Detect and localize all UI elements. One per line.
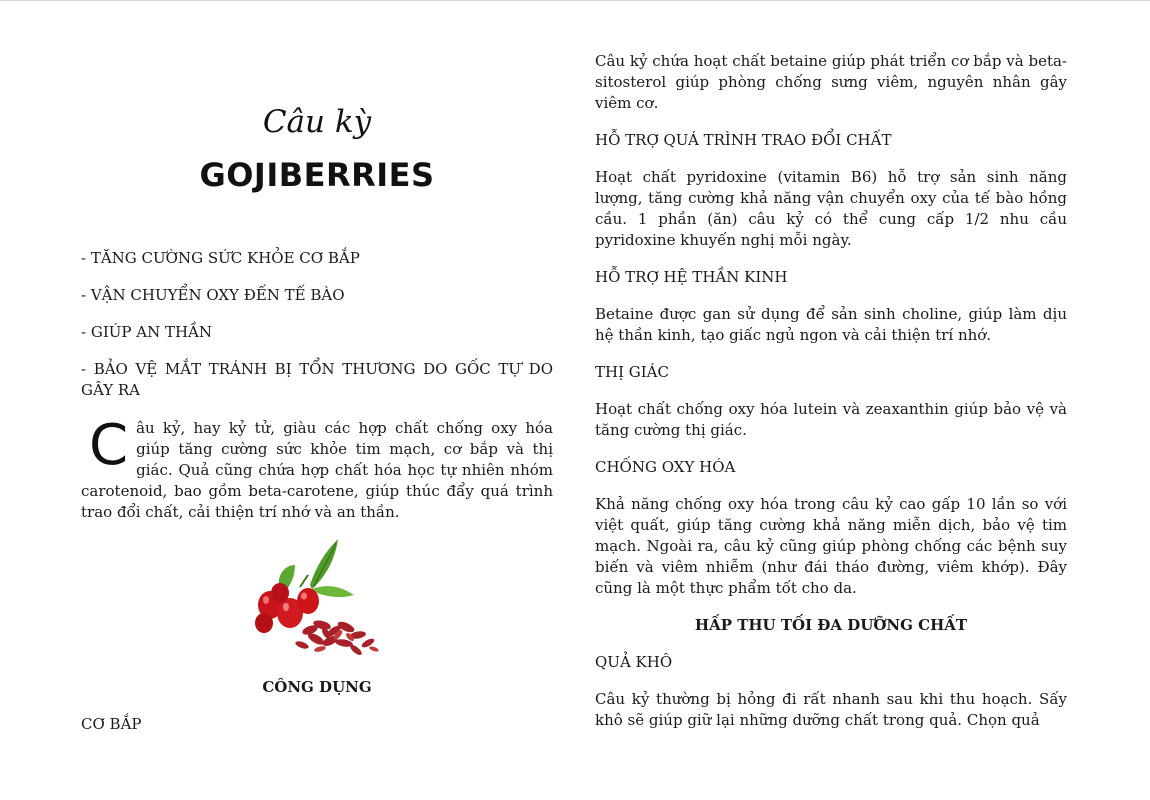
paragraph: Khả năng chống oxy hóa trong câu kỷ cao gấp 10 lần so với việt quất, giúp tăng cường khả năng miễn dịch, bảo vệ tim mạch. Ngoài ra, câu kỷ cũng giúp phòng chống các bệnh suy biến và viêm nhiễm (như đái tháo đường, viêm khớp). Đây cũng là một thực phẩm tốt cho da. bbox=[595, 495, 1067, 597]
benefit-item: - TĂNG CƯỜNG SỨC KHỎE CƠ BẮP bbox=[81, 249, 360, 267]
title-english: GOJIBERRIES bbox=[199, 156, 435, 194]
intro-text: âu kỷ, hay kỷ tử, giàu các hợp chất chống oxy hóa giúp tăng cường sức khỏe tim mạch, cơ bắp và thị giác. Quả cũng chứa hợp chất hóa học tự nhiên nhóm carotenoid, bao gồm beta-carotene, giúp thúc đẩy quá trình trao đổi chất, cải thiện trí nhớ và an thần. bbox=[81, 419, 553, 521]
sub-heading: HỖ TRỢ HỆ THẦN KINH bbox=[595, 268, 788, 286]
paragraph: Hoạt chất pyridoxine (vitamin B6) hỗ trợ sản sinh năng lượng, tăng cường khả năng vận chuyển oxy của tế bào hồng cầu. 1 phần (ăn) câu kỷ có thể cung cấp 1/2 nhu cầu pyridoxine khuyến nghị mỗi ngày. bbox=[595, 168, 1067, 249]
benefit-item: - VẬN CHUYỂN OXY ĐẾN TẾ BÀO bbox=[81, 286, 345, 304]
goji-berries-illustration bbox=[250, 535, 390, 660]
drop-cap: C bbox=[89, 413, 129, 478]
sub-heading: CƠ BẮP bbox=[81, 715, 142, 733]
paragraph: Câu kỷ thường bị hỏng đi rất nhanh sau khi thu hoạch. Sấy khô sẽ giúp giữ lại những dưỡng chất trong quả. Chọn quả bbox=[595, 690, 1067, 729]
title-vietnamese: Câu kỳ bbox=[262, 104, 372, 140]
paragraph: Hoạt chất chống oxy hóa lutein và zeaxanthin giúp bảo vệ và tăng cường thị giác. bbox=[595, 400, 1067, 439]
sub-heading: QUẢ KHÔ bbox=[595, 653, 673, 671]
section-heading: HẤP THU TỐI ĐA DƯỠNG CHẤT bbox=[694, 616, 968, 634]
sub-heading: HỖ TRỢ QUÁ TRÌNH TRAO ĐỔI CHẤT bbox=[595, 131, 892, 149]
intro-paragraph bbox=[81, 413, 553, 523]
paragraph: Câu kỷ chứa hoạt chất betaine giúp phát triển cơ bắp và beta-sitosterol giúp phòng chống sưng viêm, nguyên nhân gây viêm cơ. bbox=[595, 52, 1067, 112]
paragraph: Betaine được gan sử dụng để sản sinh choline, giúp làm dịu hệ thần kinh, tạo giấc ngủ ngon và cải thiện trí nhớ. bbox=[595, 305, 1067, 344]
benefit-item: - GIÚP AN THẦN bbox=[81, 323, 213, 341]
section-heading: CÔNG DỤNG bbox=[262, 678, 372, 696]
page-top-border bbox=[0, 0, 1150, 1]
sub-heading: CHỐNG OXY HÓA bbox=[595, 458, 736, 476]
sub-heading: THỊ GIÁC bbox=[595, 363, 669, 381]
benefit-item: - BẢO VỆ MẮT TRÁNH BỊ TỔN THƯƠNG DO GỐC TỰ DO GÂY RA bbox=[81, 360, 553, 399]
